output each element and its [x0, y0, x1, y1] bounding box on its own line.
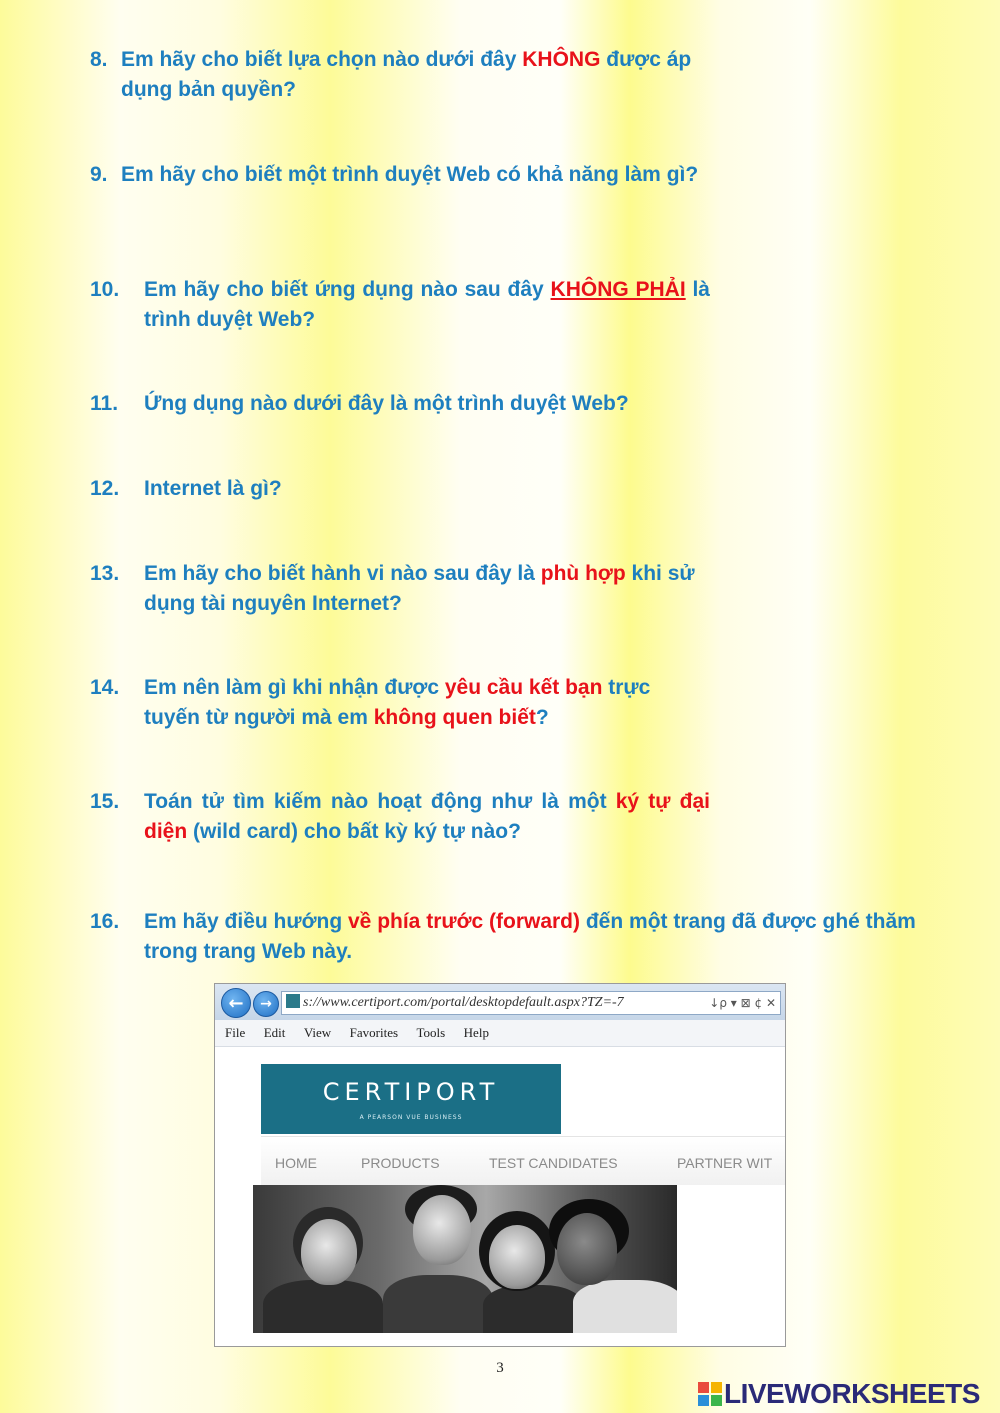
- menu-view[interactable]: View: [303, 1025, 332, 1040]
- highlight-text: ký tự đại diện: [144, 790, 710, 843]
- question-15: [90, 787, 710, 847]
- question-12: [90, 474, 710, 504]
- nav-products[interactable]: PRODUCTS: [361, 1155, 440, 1171]
- liveworksheets-icon: [698, 1382, 722, 1406]
- question-text: Em hãy điều hướng về phía trước (forward) đến một trang đã được ghé thăm trong trang Web này.: [144, 910, 916, 963]
- logo-tagline: A PEARSON VUE BUSINESS: [359, 1114, 463, 1121]
- question-number: 9.: [90, 163, 108, 186]
- highlight-text: phù hợp: [540, 562, 626, 585]
- menu-favorites[interactable]: Favorites: [349, 1025, 399, 1040]
- question-number: 12.: [90, 477, 120, 500]
- browser-menu-bar: [215, 1020, 785, 1047]
- nav-test-candidates[interactable]: TEST CANDIDATES: [489, 1155, 618, 1171]
- forward-button[interactable]: [253, 991, 279, 1017]
- question-text: Toán tử tìm kiếm nào hoạt động như là một ký tự đại diện (wild card) cho bất kỳ ký tự nào?: [144, 790, 710, 843]
- question-16: [90, 907, 960, 967]
- question-9: [90, 160, 710, 190]
- question-number: 16.: [90, 910, 120, 933]
- highlight-text: không quen biết: [373, 706, 536, 729]
- question-number: 13.: [90, 562, 120, 585]
- question-number: 8.: [90, 48, 108, 71]
- url-controls[interactable]: ↓ρ ▾ ⊠ ¢ ✕: [707, 992, 776, 1014]
- question-text: Em nên làm gì khi nhận được yêu cầu kết bạn trực tuyến từ người mà em không quen biết?: [144, 676, 651, 729]
- question-text: Ứng dụng nào dưới đây là một trình duyệt Web?: [144, 392, 629, 415]
- question-text: Em hãy cho biết hành vi nào sau đây là phù hợp khi sử dụng tài nguyên Internet?: [144, 562, 695, 615]
- arrow-left-icon: ←: [228, 992, 244, 1014]
- browser-screenshot: [214, 983, 786, 1347]
- question-text: Em hãy cho biết lựa chọn nào dưới đây KHÔNG được áp dụng bản quyền?: [121, 48, 692, 101]
- url-field[interactable]: [281, 991, 781, 1015]
- nav-partner[interactable]: PARTNER WIT: [677, 1155, 773, 1171]
- hero-photo: [253, 1185, 677, 1333]
- menu-file[interactable]: File: [225, 1025, 246, 1040]
- question-number: 10.: [90, 278, 120, 301]
- question-number: 15.: [90, 790, 120, 813]
- highlight-text: KHÔNG: [522, 48, 601, 71]
- menu-help[interactable]: Help: [463, 1025, 489, 1040]
- arrow-right-icon: →: [260, 996, 272, 1012]
- url-text: s://www.certiport.com/portal/desktopdefault.aspx?TZ=-7: [303, 995, 624, 1010]
- liveworksheets-logo[interactable]: [698, 1378, 980, 1408]
- question-10: [90, 275, 710, 335]
- site-nav: [261, 1136, 786, 1185]
- logo-text: CERTIPORT: [322, 1078, 500, 1106]
- question-text: Em hãy cho biết một trình duyệt Web có khả năng làm gì?: [121, 163, 699, 186]
- menu-edit[interactable]: Edit: [263, 1025, 286, 1040]
- question-text: Internet là gì?: [144, 477, 282, 500]
- question-14: [90, 673, 710, 733]
- brand-text: LIVEWORKSHEETS: [724, 1378, 980, 1409]
- site-favicon-icon: [286, 994, 300, 1008]
- page-number: 3: [496, 1360, 504, 1376]
- highlight-text: yêu cầu kết bạn: [444, 676, 603, 699]
- certiport-logo[interactable]: [261, 1064, 561, 1134]
- highlight-text: KHÔNG PHẢI: [550, 278, 686, 301]
- question-number: 11.: [90, 392, 119, 415]
- nav-home[interactable]: HOME: [275, 1155, 317, 1171]
- question-8: [90, 45, 710, 105]
- question-text: Em hãy cho biết ứng dụng nào sau đây KHÔNG PHẢI là trình duyệt Web?: [144, 278, 710, 331]
- highlight-text: về phía trước (forward): [348, 910, 581, 933]
- browser-address-bar: [215, 984, 785, 1020]
- question-number: 14.: [90, 676, 120, 699]
- back-button[interactable]: [221, 988, 251, 1018]
- menu-tools[interactable]: Tools: [416, 1025, 446, 1040]
- question-13: [90, 559, 710, 619]
- question-11: [90, 389, 710, 419]
